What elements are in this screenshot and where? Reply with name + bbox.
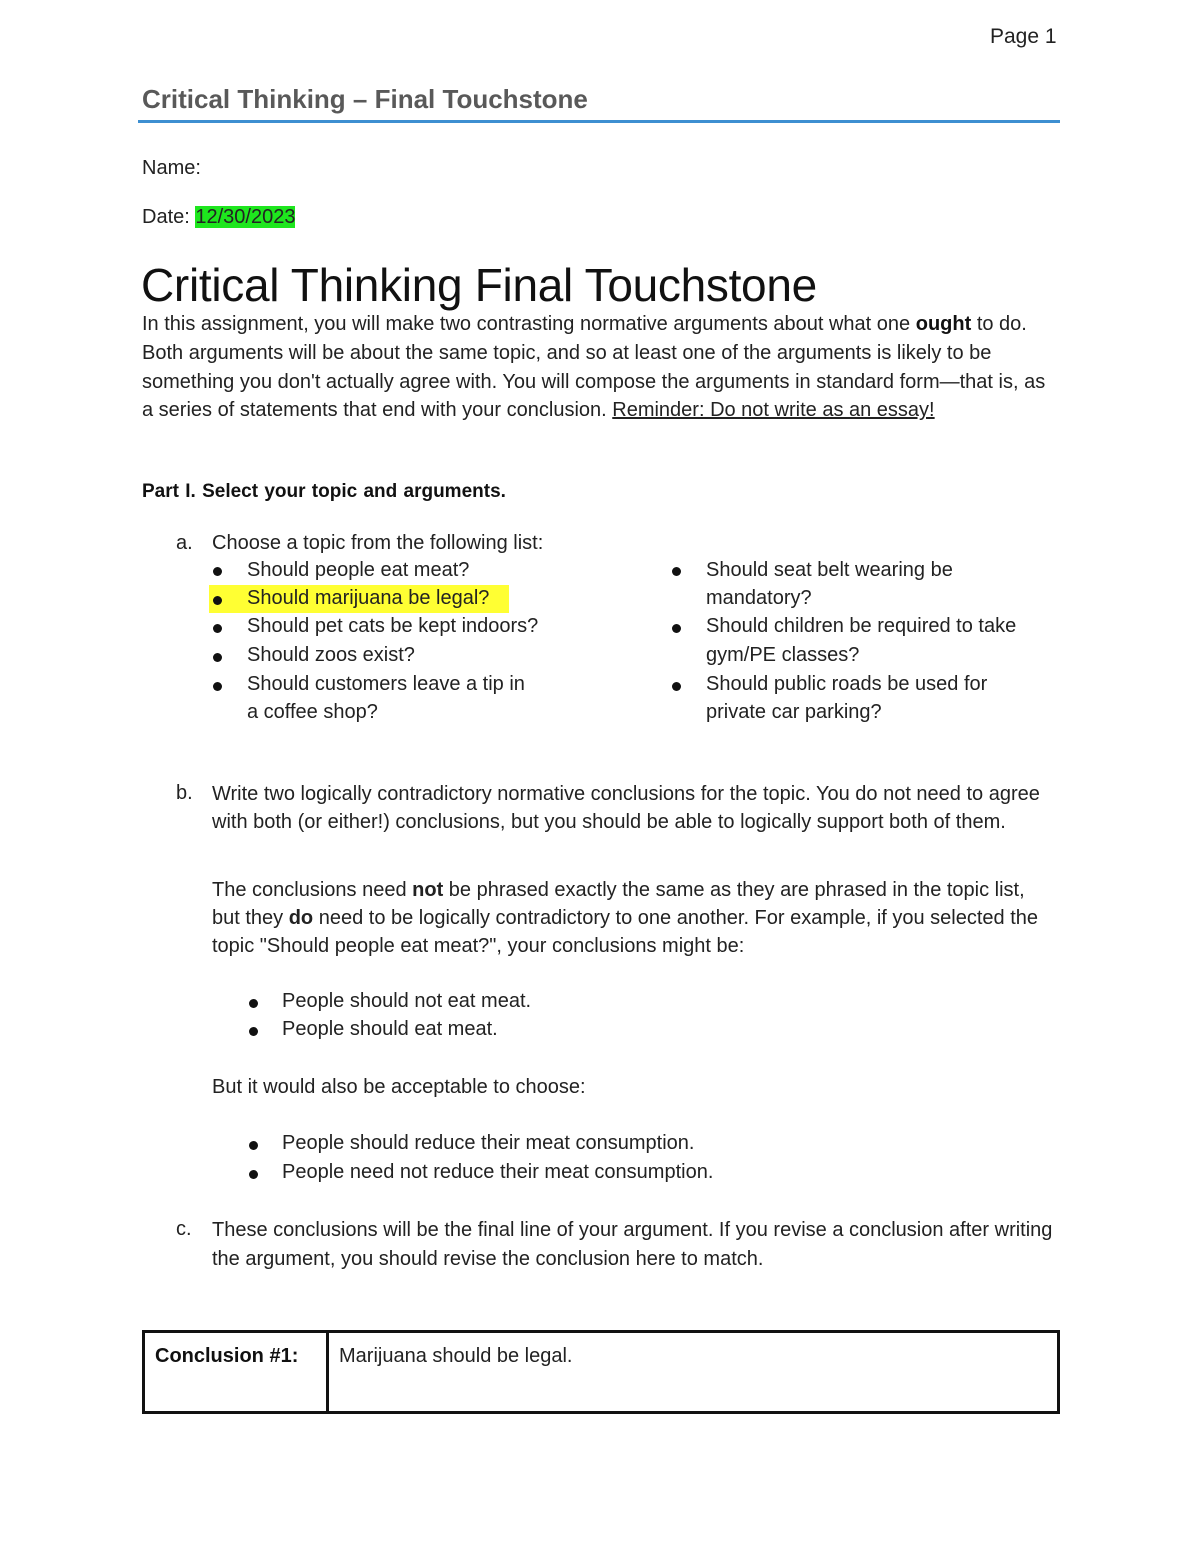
bullet-icon: [672, 682, 681, 691]
part1-heading: Part I. Select your topic and arguments.: [142, 481, 506, 502]
topic-item: Should customers leave a tip in: [247, 673, 525, 695]
also-acceptable-text: But it would also be acceptable to choose:: [212, 1076, 586, 1098]
item-b-text: Write two logically contradictory normative conclusions for the topic. You do not need to agree with both (or either!) conclusions, but you should be able to logically support both of them.: [212, 783, 1040, 833]
intro-paragraph: [142, 310, 1047, 425]
topic-item: Should people eat meat?: [247, 559, 470, 581]
item-b-p2-text-3: need to be logically contradictory to one another. For example, if you selected the topic "Should people eat meat?", your conclusions might be:: [212, 907, 1039, 957]
item-b-marker: b.: [176, 782, 193, 804]
item-a-marker: a.: [176, 532, 193, 554]
header-rule: [138, 120, 1060, 123]
page-number: Page 1: [990, 25, 1057, 48]
bullet-icon: [213, 682, 222, 691]
bullet-icon: [213, 596, 222, 605]
bullet-icon: [672, 567, 681, 576]
topic-item: Should public roads be used for: [706, 673, 988, 695]
intro-text-2: to do. Both arguments will be about the same topic, and so at least one of the arguments is likely to be something you don't actually agree with. You will compose the arguments in standard form—that is, as a series of statements that end with your conclusion.: [142, 313, 1046, 422]
header-title: Critical Thinking – Final Touchstone: [142, 84, 588, 114]
conclusion-value[interactable]: Marijuana should be legal.: [328, 1332, 1059, 1413]
item-b-p2-bold-do: do: [288, 907, 314, 929]
example-item: People should eat meat.: [282, 1018, 498, 1040]
item-b-p2-text-2: be phrased exactly the same as they are phrased in the topic list, but they: [212, 879, 1025, 929]
intro-bold-ought: ought: [915, 313, 972, 335]
item-c-text: These conclusions will be the final line of your argument. If you revise a conclusion after writing the argument, you should revise the conclusion here to match.: [212, 1219, 1053, 1270]
date-field: [142, 206, 295, 229]
item-a-text: Choose a topic from the following list:: [212, 532, 544, 554]
name-label: Name:: [142, 157, 201, 179]
example-item: People should not eat meat.: [282, 990, 532, 1012]
bullet-icon: [213, 567, 222, 576]
bullet-icon: [249, 1170, 258, 1179]
bullet-icon: [249, 1141, 258, 1150]
topic-item-continued: a coffee shop?: [247, 701, 378, 723]
name-field: [142, 157, 201, 180]
intro-reminder: Reminder: Do not write as an essay!: [612, 399, 935, 422]
document-title: Critical Thinking Final Touchstone: [141, 259, 817, 311]
item-b-p2-text-1: The conclusions need: [212, 879, 413, 901]
bullet-icon: [249, 1027, 258, 1036]
example-item: People should reduce their meat consumption.: [282, 1132, 695, 1154]
bullet-icon: [672, 624, 681, 633]
intro-text-1: In this assignment, you will make two contrasting normative arguments about what one: [142, 313, 916, 335]
table-row: [144, 1332, 1059, 1413]
topic-item: Should zoos exist?: [247, 644, 415, 666]
bullet-icon: [213, 653, 222, 662]
date-value: 12/30/2023: [195, 206, 296, 228]
topic-item-continued: private car parking?: [706, 701, 882, 723]
conclusion-label: Conclusion #1:: [144, 1332, 328, 1413]
item-c-marker: c.: [176, 1218, 192, 1240]
topic-item-selected: Should marijuana be legal?: [247, 587, 490, 609]
bullet-icon: [249, 999, 258, 1008]
conclusion-table: [142, 1330, 1060, 1414]
item-b-p2-bold-not: not: [412, 879, 444, 901]
bullet-icon: [213, 624, 222, 633]
topic-item-continued: gym/PE classes?: [706, 644, 860, 666]
topic-item: Should seat belt wearing be: [706, 559, 953, 581]
topic-item-continued: mandatory?: [706, 587, 812, 609]
date-label: Date:: [142, 206, 190, 228]
item-b-paragraph-2: [212, 876, 1057, 960]
topic-item: Should children be required to take: [706, 615, 1017, 637]
topic-item: Should pet cats be kept indoors?: [247, 615, 539, 637]
example-item: People need not reduce their meat consumption.: [282, 1161, 714, 1183]
